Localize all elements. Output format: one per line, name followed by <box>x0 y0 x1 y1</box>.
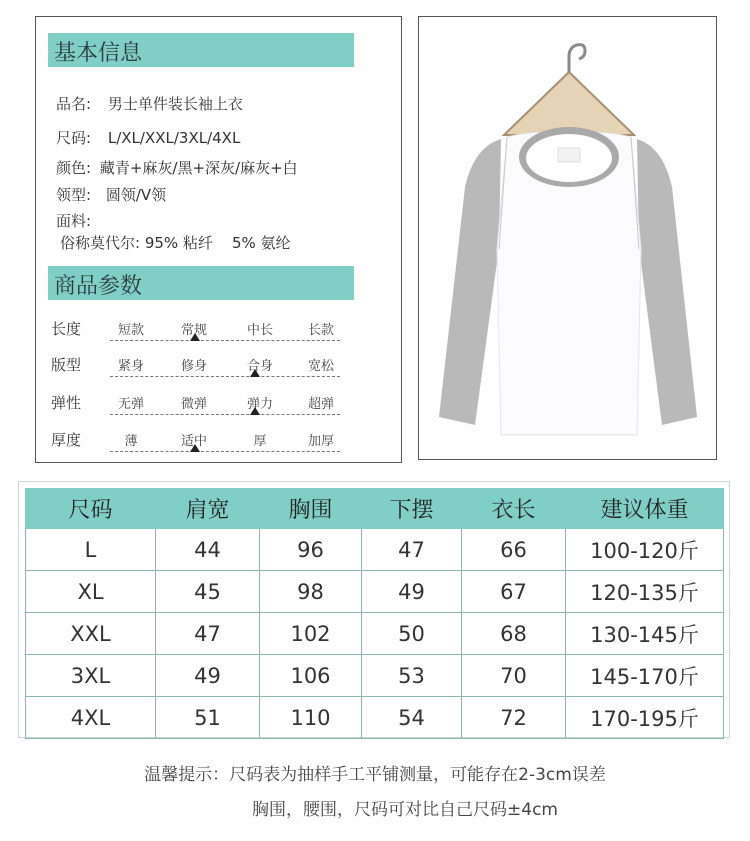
param-label: 长度 <box>51 320 82 338</box>
size-table <box>25 488 724 739</box>
table-cell: 47 <box>156 613 260 655</box>
param-option: 修身 <box>180 359 208 374</box>
param-option: 宽松 <box>307 359 335 374</box>
name-value: 男士单件装长袖上衣 <box>107 95 243 113</box>
table-cell: 72 <box>462 697 566 739</box>
basic-info-title: 基本信息 <box>54 41 143 66</box>
param-scale-line <box>110 340 340 341</box>
column-header: 建议体重 <box>566 489 724 529</box>
param-option: 厚 <box>253 434 267 449</box>
table-cell: L <box>26 529 156 571</box>
table-cell: 130-145斤 <box>566 613 724 655</box>
table-cell: 4XL <box>26 697 156 739</box>
params-header <box>48 266 354 300</box>
table-cell: 45 <box>156 571 260 613</box>
size-chart <box>18 481 730 738</box>
table-cell: XXL <box>26 613 156 655</box>
param-option: 中长 <box>246 323 274 338</box>
param-option: 紧身 <box>117 359 145 374</box>
table-cell: 102 <box>260 613 362 655</box>
collar-row <box>56 184 166 205</box>
param-option: 适中 <box>180 434 208 449</box>
table-cell: XL <box>26 571 156 613</box>
param-option: 无弹 <box>117 397 145 412</box>
tshirt-image <box>419 17 717 460</box>
column-header: 下摆 <box>362 489 462 529</box>
param-option: 长款 <box>307 323 335 338</box>
table-cell: 106 <box>260 655 362 697</box>
table-cell: 145-170斤 <box>566 655 724 697</box>
table-cell: 70 <box>462 655 566 697</box>
color-value: 藏青+麻灰/黑+深灰/麻灰+白 <box>99 159 298 177</box>
params-title: 商品参数 <box>54 274 143 299</box>
param-scale-line <box>110 376 340 377</box>
param-option: 弹力 <box>246 397 274 412</box>
param-option: 微弹 <box>180 397 208 412</box>
table-cell: 98 <box>260 571 362 613</box>
fabric-label: 面料: <box>56 212 92 230</box>
name-row <box>56 93 243 114</box>
product-photo <box>418 16 717 460</box>
param-scale-line <box>110 414 340 415</box>
param-option: 常规 <box>180 323 208 338</box>
table-row <box>26 571 724 613</box>
name-label: 品名: <box>56 95 92 113</box>
table-cell: 53 <box>362 655 462 697</box>
table-cell: 120-135斤 <box>566 571 724 613</box>
table-row <box>26 697 724 739</box>
table-cell: 66 <box>462 529 566 571</box>
selected-marker-icon <box>250 369 260 377</box>
table-cell: 54 <box>362 697 462 739</box>
table-row <box>26 529 724 571</box>
collar-value: 圆领/V领 <box>105 186 167 204</box>
table-row <box>26 655 724 697</box>
table-cell: 110 <box>260 697 362 739</box>
param-label: 版型 <box>51 356 82 374</box>
table-row <box>26 613 724 655</box>
table-cell: 49 <box>156 655 260 697</box>
tip-line-1: 温馨提示：尺码表为抽样手工平铺测量，可能存在2-3cm误差 <box>144 765 606 785</box>
product-info-panel <box>35 16 402 463</box>
param-scale-line <box>110 451 340 452</box>
color-row <box>56 157 298 178</box>
table-cell: 170-195斤 <box>566 697 724 739</box>
fabric-value: 俗称莫代尔: 95% 粘纤 5% 氨纶 <box>60 234 291 252</box>
size-value: L/XL/XXL/3XL/4XL <box>107 129 241 147</box>
param-option: 超弹 <box>307 397 335 412</box>
param-option: 加厚 <box>307 434 335 449</box>
selected-marker-icon <box>250 407 260 415</box>
column-header: 衣长 <box>462 489 566 529</box>
column-header: 肩宽 <box>156 489 260 529</box>
basic-info-header <box>48 33 354 67</box>
table-cell: 67 <box>462 571 566 613</box>
collar-label: 领型: <box>56 186 92 204</box>
param-option: 薄 <box>124 434 138 449</box>
table-cell: 3XL <box>26 655 156 697</box>
param-label: 弹性 <box>51 394 82 412</box>
table-cell: 68 <box>462 613 566 655</box>
table-cell: 49 <box>362 571 462 613</box>
neck-label <box>558 148 580 162</box>
tip-line-2: 胸围，腰围，尺码可对比自己尺码±4cm <box>252 800 558 820</box>
selected-marker-icon <box>190 444 200 452</box>
size-table-header <box>26 489 724 529</box>
size-label: 尺码: <box>56 129 92 147</box>
table-cell: 44 <box>156 529 260 571</box>
column-header: 胸围 <box>260 489 362 529</box>
selected-marker-icon <box>190 333 200 341</box>
table-cell: 50 <box>362 613 462 655</box>
column-header: 尺码 <box>26 489 156 529</box>
color-label: 颜色: <box>56 159 92 177</box>
size-row <box>56 127 240 148</box>
param-option: 短款 <box>117 323 145 338</box>
table-cell: 51 <box>156 697 260 739</box>
param-option: 合身 <box>246 359 274 374</box>
table-cell: 100-120斤 <box>566 529 724 571</box>
table-cell: 96 <box>260 529 362 571</box>
param-label: 厚度 <box>51 431 82 449</box>
table-cell: 47 <box>362 529 462 571</box>
